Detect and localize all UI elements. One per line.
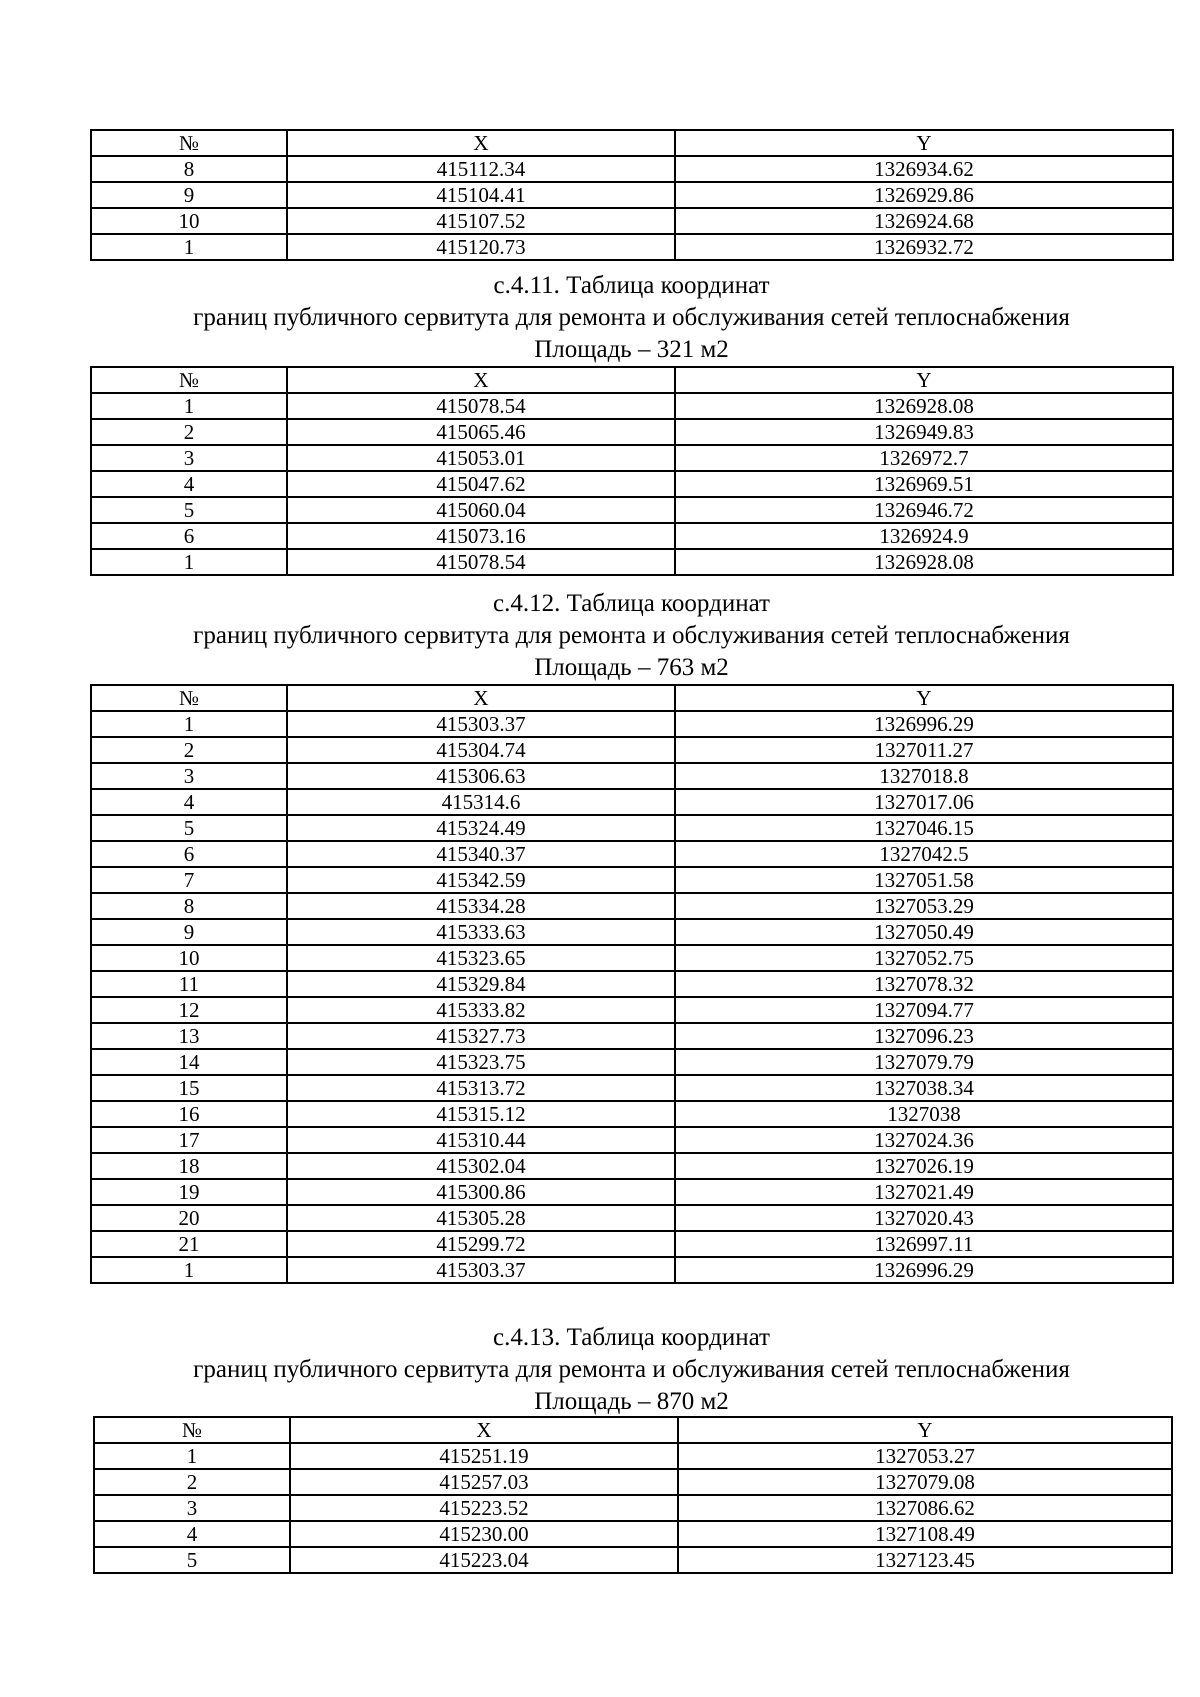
cell-x: 415329.84: [287, 971, 675, 997]
cell-number: 9: [91, 182, 287, 208]
table-row: [91, 1127, 1173, 1153]
cell-y: 1327050.49: [675, 919, 1173, 945]
cell-number: 1: [91, 234, 287, 260]
cell-y: 1327046.15: [675, 815, 1173, 841]
cell-number: 16: [91, 1101, 287, 1127]
table-row: [94, 1495, 1172, 1521]
table-row: [91, 971, 1173, 997]
cell-number: 1: [94, 1443, 290, 1469]
cell-x: 415315.12: [287, 1101, 675, 1127]
table-row: [91, 1231, 1173, 1257]
cell-y: 1326972.7: [675, 445, 1173, 471]
cell-number: 18: [91, 1153, 287, 1179]
cell-y: 1327038: [675, 1101, 1173, 1127]
cell-x: 415304.74: [287, 737, 675, 763]
table-row: [91, 1153, 1173, 1179]
section-title: с.4.11. Таблица координат: [493, 272, 770, 299]
cell-number: 4: [91, 471, 287, 497]
cell-number: 17: [91, 1127, 287, 1153]
cell-x: 415120.73: [287, 234, 675, 260]
cell-number: 7: [91, 867, 287, 893]
cell-y: 1326996.29: [675, 711, 1173, 737]
cell-y: 1327053.29: [675, 893, 1173, 919]
cell-x: 415300.86: [287, 1179, 675, 1205]
coordinate-table-4-11: [90, 366, 1174, 576]
table-row: [91, 1023, 1173, 1049]
table-row: [91, 497, 1173, 523]
table-row: [94, 1547, 1172, 1573]
section-4-12-caption: [0, 588, 1200, 684]
table-row: [94, 1521, 1172, 1547]
cell-x: 415305.28: [287, 1205, 675, 1231]
header-y: Y: [678, 1417, 1172, 1443]
cell-y: 1327123.45: [678, 1547, 1172, 1573]
cell-y: 1326996.29: [675, 1257, 1173, 1283]
header-x: X: [287, 130, 675, 156]
cell-number: 10: [91, 945, 287, 971]
cell-x: 415324.49: [287, 815, 675, 841]
cell-x: 415053.01: [287, 445, 675, 471]
table-row: [94, 1443, 1172, 1469]
cell-y: 1326946.72: [675, 497, 1173, 523]
table-row: [91, 1101, 1173, 1127]
cell-y: 1327051.58: [675, 867, 1173, 893]
cell-y: 1326934.62: [675, 156, 1173, 182]
cell-y: 1327079.08: [678, 1469, 1172, 1495]
cell-number: 5: [91, 815, 287, 841]
cell-x: 415047.62: [287, 471, 675, 497]
cell-x: 415342.59: [287, 867, 675, 893]
table-row: [91, 945, 1173, 971]
cell-x: 415302.04: [287, 1153, 675, 1179]
table-row: [91, 997, 1173, 1023]
cell-x: 415303.37: [287, 1257, 675, 1283]
header-y: Y: [675, 367, 1173, 393]
table-row: [91, 841, 1173, 867]
cell-number: 5: [94, 1547, 290, 1573]
header-number: №: [94, 1417, 290, 1443]
table-row: [91, 549, 1173, 575]
cell-number: 9: [91, 919, 287, 945]
cell-y: 1327096.23: [675, 1023, 1173, 1049]
cell-y: 1327079.79: [675, 1049, 1173, 1075]
cell-number: 1: [91, 1257, 287, 1283]
table-header-row: [91, 367, 1173, 393]
table-row: [91, 445, 1173, 471]
header-y: Y: [675, 130, 1173, 156]
table-row: [91, 867, 1173, 893]
section-4-11-caption: [0, 270, 1200, 366]
coordinate-table-4-12: [90, 684, 1174, 1284]
cell-y: 1327086.62: [678, 1495, 1172, 1521]
section-area: Площадь – 321 м2: [534, 336, 729, 363]
cell-x: 415306.63: [287, 763, 675, 789]
header-y: Y: [675, 685, 1173, 711]
cell-y: 1326928.08: [675, 549, 1173, 575]
cell-number: 2: [91, 419, 287, 445]
table-row: [91, 815, 1173, 841]
cell-x: 415323.75: [287, 1049, 675, 1075]
cell-y: 1327021.49: [675, 1179, 1173, 1205]
table-row: [91, 1075, 1173, 1101]
cell-x: 415104.41: [287, 182, 675, 208]
cell-y: 1326997.11: [675, 1231, 1173, 1257]
cell-x: 415323.65: [287, 945, 675, 971]
cell-y: 1327078.32: [675, 971, 1173, 997]
cell-number: 19: [91, 1179, 287, 1205]
cell-x: 415299.72: [287, 1231, 675, 1257]
cell-x: 415310.44: [287, 1127, 675, 1153]
cell-x: 415107.52: [287, 208, 675, 234]
table-row: [91, 1049, 1173, 1075]
header-number: №: [91, 130, 287, 156]
cell-x: 415060.04: [287, 497, 675, 523]
header-number: №: [91, 367, 287, 393]
header-x: X: [287, 367, 675, 393]
cell-number: 20: [91, 1205, 287, 1231]
cell-x: 415223.52: [290, 1495, 678, 1521]
cell-number: 13: [91, 1023, 287, 1049]
cell-number: 5: [91, 497, 287, 523]
table-row: [91, 1257, 1173, 1283]
table-row: [91, 419, 1173, 445]
cell-y: 1326924.9: [675, 523, 1173, 549]
cell-y: 1327052.75: [675, 945, 1173, 971]
cell-x: 415333.63: [287, 919, 675, 945]
cell-y: 1326932.72: [675, 234, 1173, 260]
cell-number: 8: [91, 893, 287, 919]
section-title: с.4.13. Таблица координат: [493, 1324, 770, 1351]
cell-x: 415313.72: [287, 1075, 675, 1101]
section-subtitle: границ публичного сервитута для ремонта и обслуживания сетей теплоснабжения: [193, 1356, 1070, 1383]
header-x: X: [287, 685, 675, 711]
cell-y: 1327011.27: [675, 737, 1173, 763]
table-row: [91, 893, 1173, 919]
section-4-13-caption: [0, 1322, 1200, 1418]
section-area: Площадь – 763 м2: [534, 654, 729, 681]
cell-x: 415314.6: [287, 789, 675, 815]
cell-y: 1327017.06: [675, 789, 1173, 815]
cell-x: 415327.73: [287, 1023, 675, 1049]
table-row: [91, 523, 1173, 549]
section-title: с.4.12. Таблица координат: [493, 590, 770, 617]
cell-number: 8: [91, 156, 287, 182]
cell-number: 1: [91, 549, 287, 575]
cell-y: 1326969.51: [675, 471, 1173, 497]
table-row: [91, 1179, 1173, 1205]
cell-x: 415230.00: [290, 1521, 678, 1547]
cell-number: 4: [91, 789, 287, 815]
cell-number: 1: [91, 393, 287, 419]
header-x: X: [290, 1417, 678, 1443]
cell-x: 415257.03: [290, 1469, 678, 1495]
cell-y: 1327094.77: [675, 997, 1173, 1023]
cell-number: 6: [91, 841, 287, 867]
table-row: [91, 393, 1173, 419]
cell-number: 21: [91, 1231, 287, 1257]
cell-number: 3: [91, 445, 287, 471]
table-row: [91, 711, 1173, 737]
cell-x: 415333.82: [287, 997, 675, 1023]
cell-x: 415065.46: [287, 419, 675, 445]
table-row: [91, 208, 1173, 234]
cell-x: 415073.16: [287, 523, 675, 549]
coordinate-table-4-13: [93, 1416, 1173, 1574]
cell-number: 3: [94, 1495, 290, 1521]
cell-y: 1327038.34: [675, 1075, 1173, 1101]
cell-x: 415334.28: [287, 893, 675, 919]
table-row: [91, 789, 1173, 815]
cell-number: 11: [91, 971, 287, 997]
cell-x: 415078.54: [287, 549, 675, 575]
table-row: [91, 471, 1173, 497]
section-area: Площадь – 870 м2: [534, 1388, 729, 1415]
table-row: [91, 919, 1173, 945]
cell-number: 2: [94, 1469, 290, 1495]
cell-number: 14: [91, 1049, 287, 1075]
section-subtitle: границ публичного сервитута для ремонта и обслуживания сетей теплоснабжения: [193, 622, 1070, 649]
cell-y: 1327108.49: [678, 1521, 1172, 1547]
cell-x: 415112.34: [287, 156, 675, 182]
cell-number: 3: [91, 763, 287, 789]
cell-y: 1326929.86: [675, 182, 1173, 208]
table-row: [91, 763, 1173, 789]
cell-number: 4: [94, 1521, 290, 1547]
cell-number: 6: [91, 523, 287, 549]
cell-y: 1327024.36: [675, 1127, 1173, 1153]
cell-x: 415078.54: [287, 393, 675, 419]
table-header-row: [91, 685, 1173, 711]
cell-y: 1327018.8: [675, 763, 1173, 789]
section-subtitle: границ публичного сервитута для ремонта и обслуживания сетей теплоснабжения: [193, 304, 1070, 331]
cell-number: 12: [91, 997, 287, 1023]
cell-x: 415303.37: [287, 711, 675, 737]
header-number: №: [91, 685, 287, 711]
cell-y: 1327042.5: [675, 841, 1173, 867]
cell-number: 2: [91, 737, 287, 763]
cell-x: 415251.19: [290, 1443, 678, 1469]
table-row: [91, 1205, 1173, 1231]
cell-x: 415340.37: [287, 841, 675, 867]
cell-y: 1327020.43: [675, 1205, 1173, 1231]
cell-y: 1326949.83: [675, 419, 1173, 445]
coordinate-table-continued: [90, 129, 1174, 261]
table-row: [91, 737, 1173, 763]
table-header-row: [94, 1417, 1172, 1443]
table-row: [91, 182, 1173, 208]
cell-number: 1: [91, 711, 287, 737]
cell-x: 415223.04: [290, 1547, 678, 1573]
cell-y: 1327053.27: [678, 1443, 1172, 1469]
cell-number: 15: [91, 1075, 287, 1101]
table-header-row: [91, 130, 1173, 156]
table-row: [91, 234, 1173, 260]
cell-y: 1326928.08: [675, 393, 1173, 419]
cell-y: 1326924.68: [675, 208, 1173, 234]
table-row: [94, 1469, 1172, 1495]
cell-number: 10: [91, 208, 287, 234]
table-row: [91, 156, 1173, 182]
cell-y: 1327026.19: [675, 1153, 1173, 1179]
